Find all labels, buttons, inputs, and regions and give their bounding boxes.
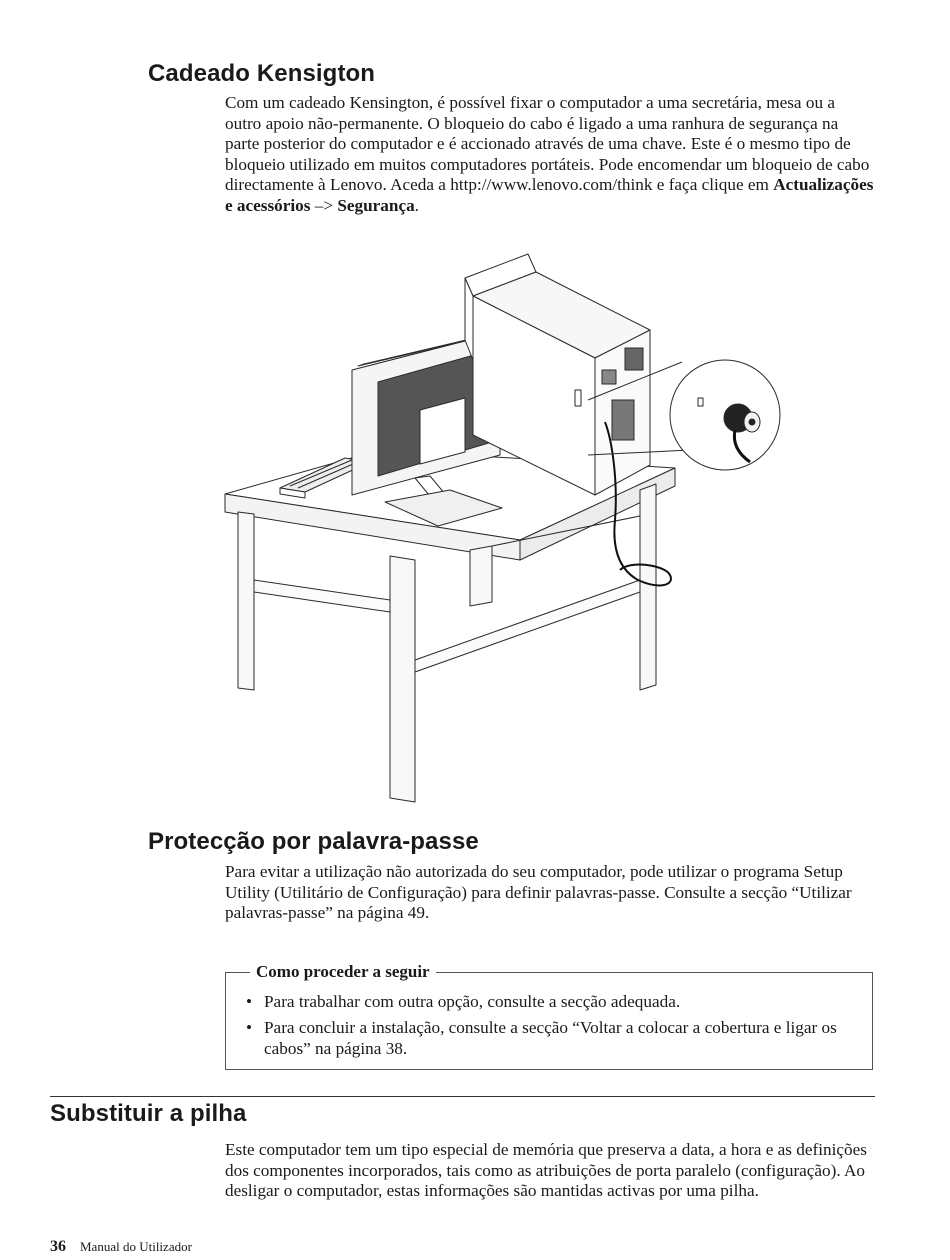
kensington-text: Com um cadeado Kensington, é possível fixar o computador a uma secretária, mesa ou a outro apoio não-permanente. O bloqueio do cabo é ligado a uma ranhura de segurança na parte posterior do computador e é accionado através de uma chave. Este é o mesmo tipo de bloqueio utilizado em muitos computadores portáteis. Pode encomendar um bloqueio de cabo directamente à Lenovo. Aceda a http://www.lenovo.com/think e faça clique em [225,93,870,195]
list-item-text: Para trabalhar com outra opção, consulte a secção adequada. [264,992,681,1011]
next-steps-box [225,962,873,1070]
link-security: Segurança [337,195,415,215]
next-steps-list [244,991,859,1064]
battery-paragraph: Este computador tem um tipo especial de memória que preserva a data, a hora e as definições dos componentes incorporados, tais como as atribuições de porta paralelo (configuração). Ao desligar o computador, estas informações são mantidas activas por uma pilha. [225,1140,867,1201]
kensington-lock-illustration [220,250,800,810]
section-heading-battery: Substituir a pilha [50,1100,247,1127]
section-divider [50,1096,875,1097]
list-item-text: Para concluir a instalação, consulte a secção “Voltar a colocar a cobertura e ligar os cabos” na página 38. [264,1018,837,1058]
page-footer [50,1238,192,1256]
manual-title: Manual do Utilizador [80,1239,192,1254]
kensington-paragraph [225,93,875,217]
bullet-icon: • [246,1018,253,1037]
section-heading-password: Protecção por palavra-passe [148,828,479,855]
period: . [414,195,419,215]
arrow-separator: –> [310,195,338,215]
list-item [244,991,859,1012]
list-item [244,1017,859,1059]
section-heading-kensington: Cadeado Kensigton [148,60,376,87]
password-paragraph: Para evitar a utilização não autorizada do seu computador, pode utilizar o programa Setup Utility (Utilitário de Configuração) para definir palavras-passe. Consulte a secção “Utilizar palavras-passe” na página 49. [225,862,852,923]
bullet-icon: • [246,992,253,1011]
link-updates-accessories: Actualizações e acessórios [225,175,874,215]
next-steps-title: Como proceder a seguir [250,962,436,982]
page-number: 36 [50,1238,66,1255]
